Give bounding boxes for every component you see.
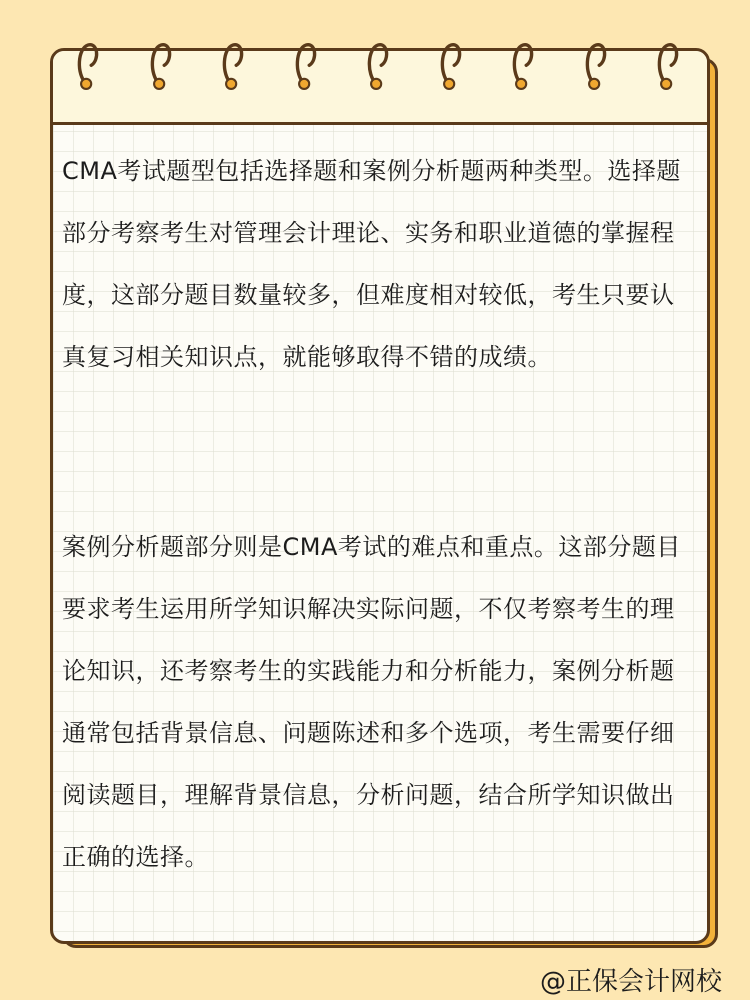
spiral-ring-hole xyxy=(81,79,91,89)
spiral-ring-hole xyxy=(516,79,526,89)
spiral-ring-hole xyxy=(589,79,599,89)
paragraph-1: CMA考试题型包括选择题和案例分析题两种类型。选择题部分考察考生对管理会计理论、实务和职业道德的掌握程度，这部分题目数量较多，但难度相对较低，考生只要认真复习相关知识点，就能够取得不错的成绩。 xyxy=(62,157,681,371)
spiral-ring-icon xyxy=(578,40,612,94)
paragraph-2: 案例分析题部分则是CMA考试的难点和重点。这部分题目要求考生运用所学知识解决实际问题，不仅考察考生的理论知识，还考察考生的实践能力和分析能力，案例分析题通常包括背景信息、问题陈述和多个选项，考生需要仔细阅读题目，理解背景信息，分析问题，结合所学知识做出正确的选择。 xyxy=(62,533,681,871)
spiral-ring-wire xyxy=(79,45,96,84)
spiral-ring-icon xyxy=(70,40,104,94)
watermark-credit: @正保会计网校 xyxy=(539,967,722,997)
spiral-ring-icon xyxy=(505,40,539,94)
spiral-ring-icon xyxy=(288,40,322,94)
spiral-ring-icon xyxy=(433,40,467,94)
spiral-ring-wire xyxy=(514,45,531,84)
spiral-ring-wire xyxy=(659,45,676,84)
spiral-ring-icon xyxy=(650,40,684,94)
spiral-ring-wire xyxy=(442,45,459,84)
spiral-ring-wire xyxy=(152,45,169,84)
spiral-ring-wire xyxy=(369,45,386,84)
spiral-ring-icon xyxy=(143,40,177,94)
spiral-ring-icon xyxy=(360,40,394,94)
spiral-ring-hole xyxy=(154,79,164,89)
spiral-ring-hole xyxy=(226,79,236,89)
spiral-ring-hole xyxy=(661,79,671,89)
spiral-ring-wire xyxy=(297,45,314,84)
spiral-ring-hole xyxy=(299,79,309,89)
spiral-ring-hole xyxy=(371,79,381,89)
spiral-ring-wire xyxy=(587,45,604,84)
spiral-ring-wire xyxy=(224,45,241,84)
spiral-ring-hole xyxy=(444,79,454,89)
spiral-ring-icon xyxy=(215,40,249,94)
